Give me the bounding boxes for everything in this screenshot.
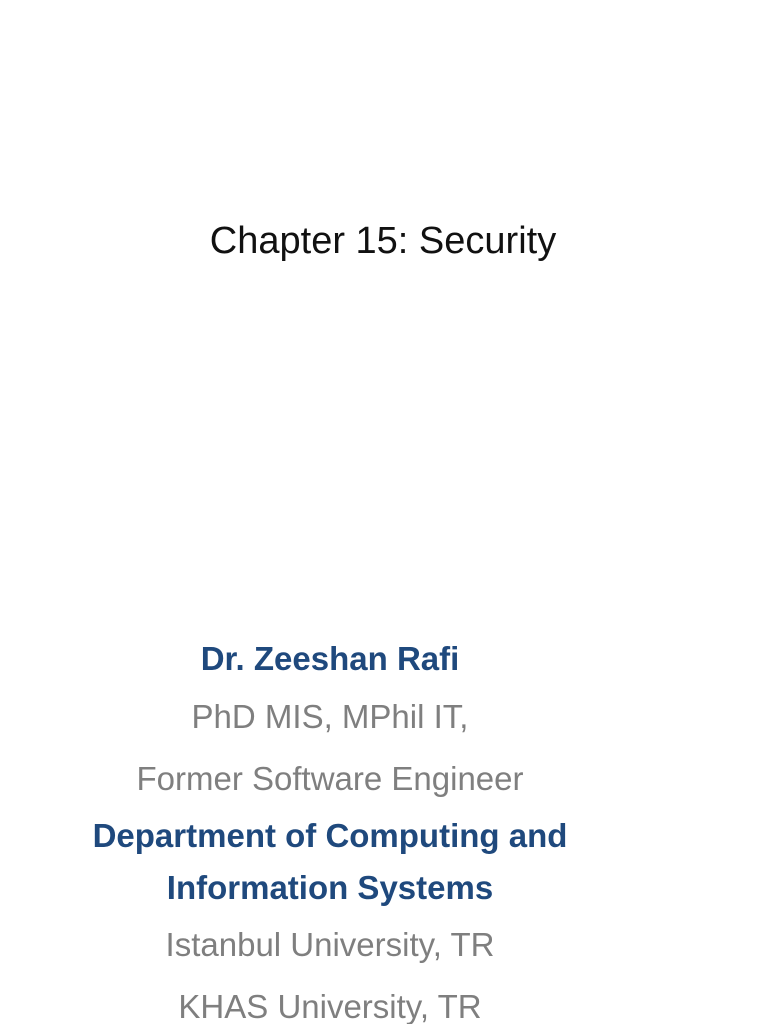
university-2: KHAS University, TR bbox=[178, 988, 482, 1024]
department-line-2: Information Systems bbox=[166, 869, 494, 906]
author-name: Dr. Zeeshan Rafi bbox=[200, 640, 460, 677]
slide-title: Chapter 15: Security bbox=[209, 220, 557, 262]
author-role: Former Software Engineer bbox=[136, 760, 524, 797]
university-1: Istanbul University, TR bbox=[165, 926, 495, 963]
author-degrees: PhD MIS, MPhil IT, bbox=[191, 698, 469, 735]
author-block bbox=[0, 632, 660, 1024]
department-line-1: Department of Computing and bbox=[92, 817, 568, 854]
